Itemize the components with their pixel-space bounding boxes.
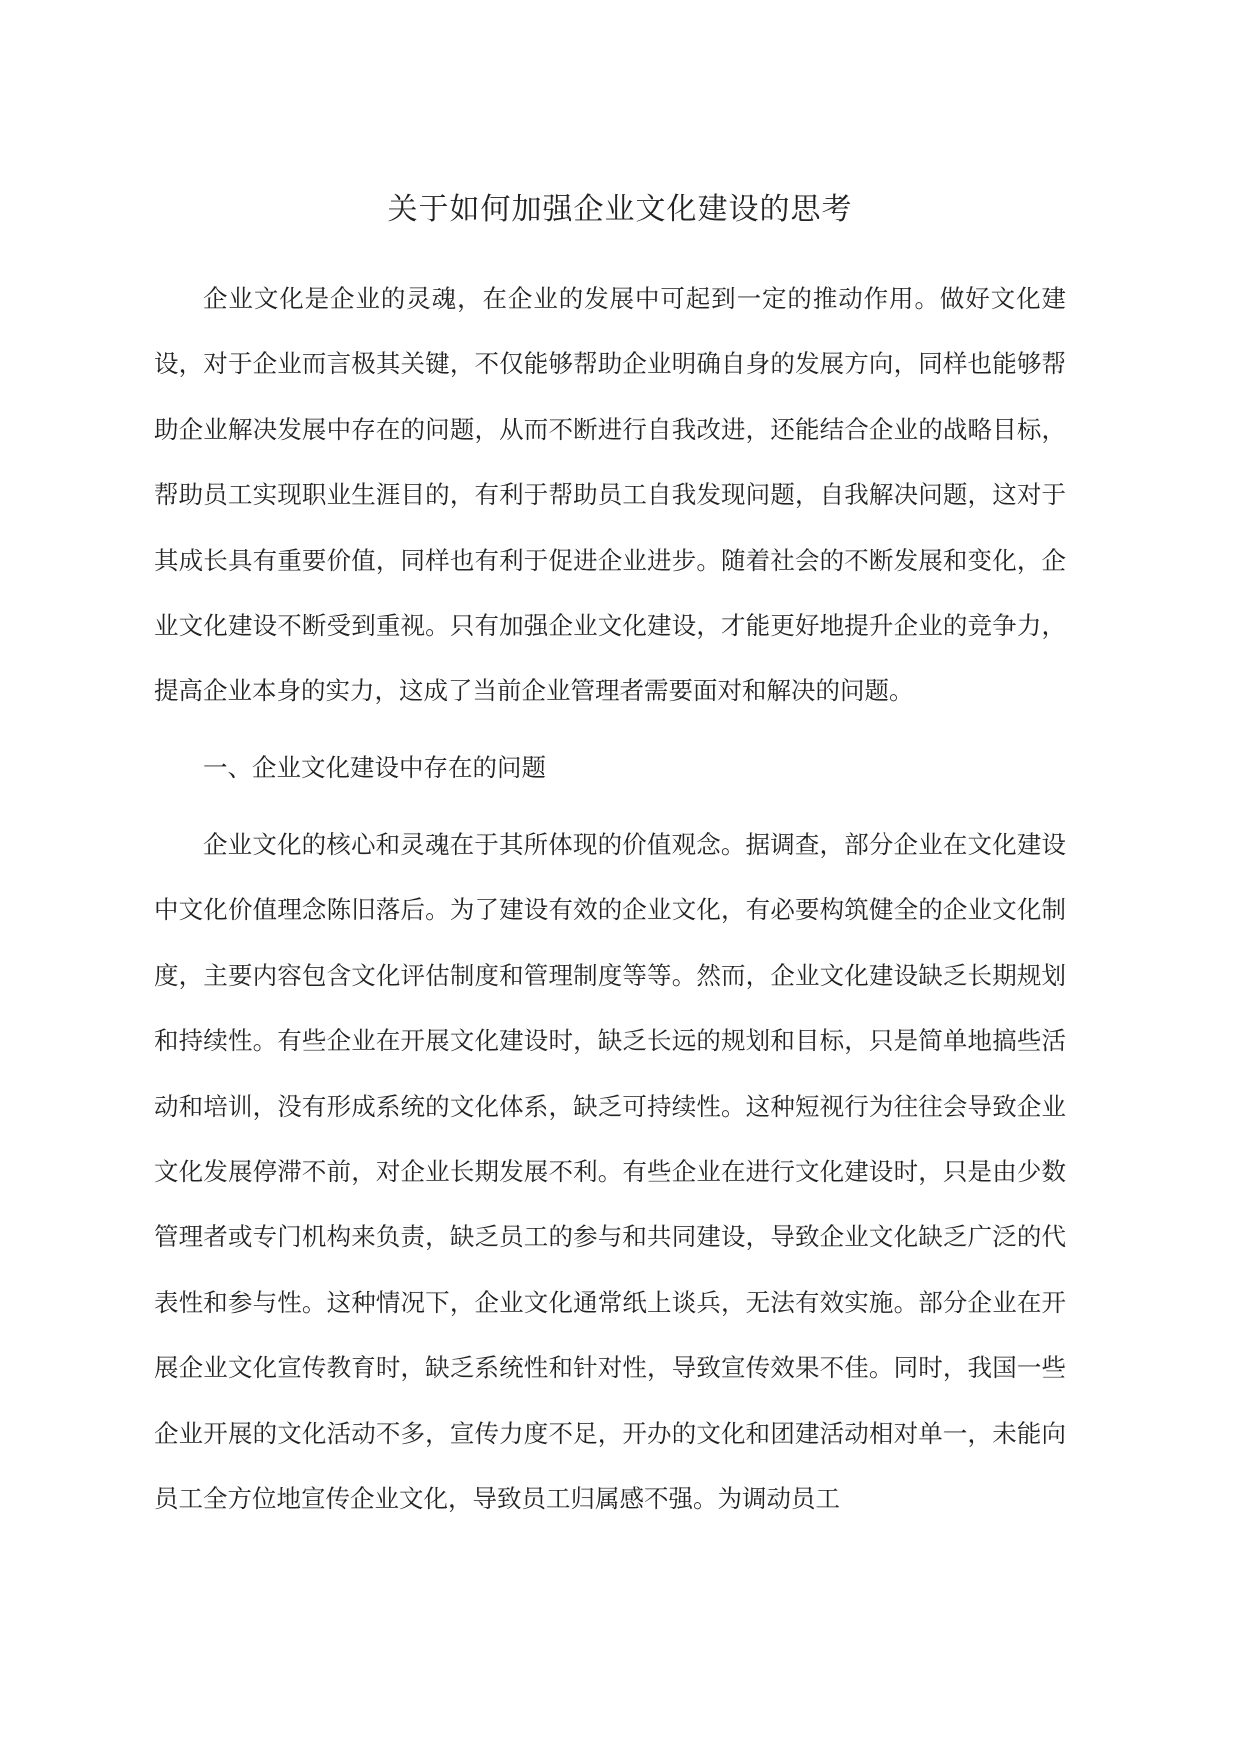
section-heading: 一、企业文化建设中存在的问题	[203, 753, 546, 782]
paragraph-problems: 企业文化的核心和灵魂在于其所体现的价值观念。据调查，部分企业在文化建设中文化价值理念陈旧落后。为了建设有效的企业文化，有必要构筑健全的企业文化制度，主要内容包含文化评估制度和管理制度等等。然而，企业文化建设缺乏长期规划和持续性。有些企业在开展文化建设时，缺乏长远的规划和目标，只是简单地搞些活动和培训，没有形成系统的文化体系，缺乏可持续性。这种短视行为往往会导致企业文化发展停滞不前，对企业长期发展不利。有些企业在进行文化建设时，只是由少数管理者或专门机构来负责，缺乏员工的参与和共同建设，导致企业文化缺乏广泛的代表性和参与性。这种情况下，企业文化通常纸上谈兵，无法有效实施。部分企业在开展企业文化宣传教育时，缺乏系统性和针对性，导致宣传效果不佳。同时，我国一些企业开展的文化活动不多，宣传力度不足，开办的文化和团建活动相对单一，未能向员工全方位地宣传企业文化，导致员工归属感不强。为调动员工	[154, 830, 1066, 1514]
document-title: 关于如何加强企业文化建设的思考	[387, 192, 853, 227]
paragraph-intro: 企业文化是企业的灵魂，在企业的发展中可起到一定的推动作用。做好文化建设，对于企业而言极其关键，不仅能够帮助企业明确自身的发展方向，同样也能够帮助企业解决发展中存在的问题，从而不断进行自我改进，还能结合企业的战略目标，帮助员工实现职业生涯目的，有利于帮助员工自我发现问题，自我解决问题，这对于其成长具有重要价值，同样也有利于促进企业进步。随着社会的不断发展和变化，企业文化建设不断受到重视。只有加强企业文化建设，才能更好地提升企业的竞争力，提高企业本身的实力，这成了当前企业管理者需要面对和解决的问题。	[154, 284, 1066, 706]
